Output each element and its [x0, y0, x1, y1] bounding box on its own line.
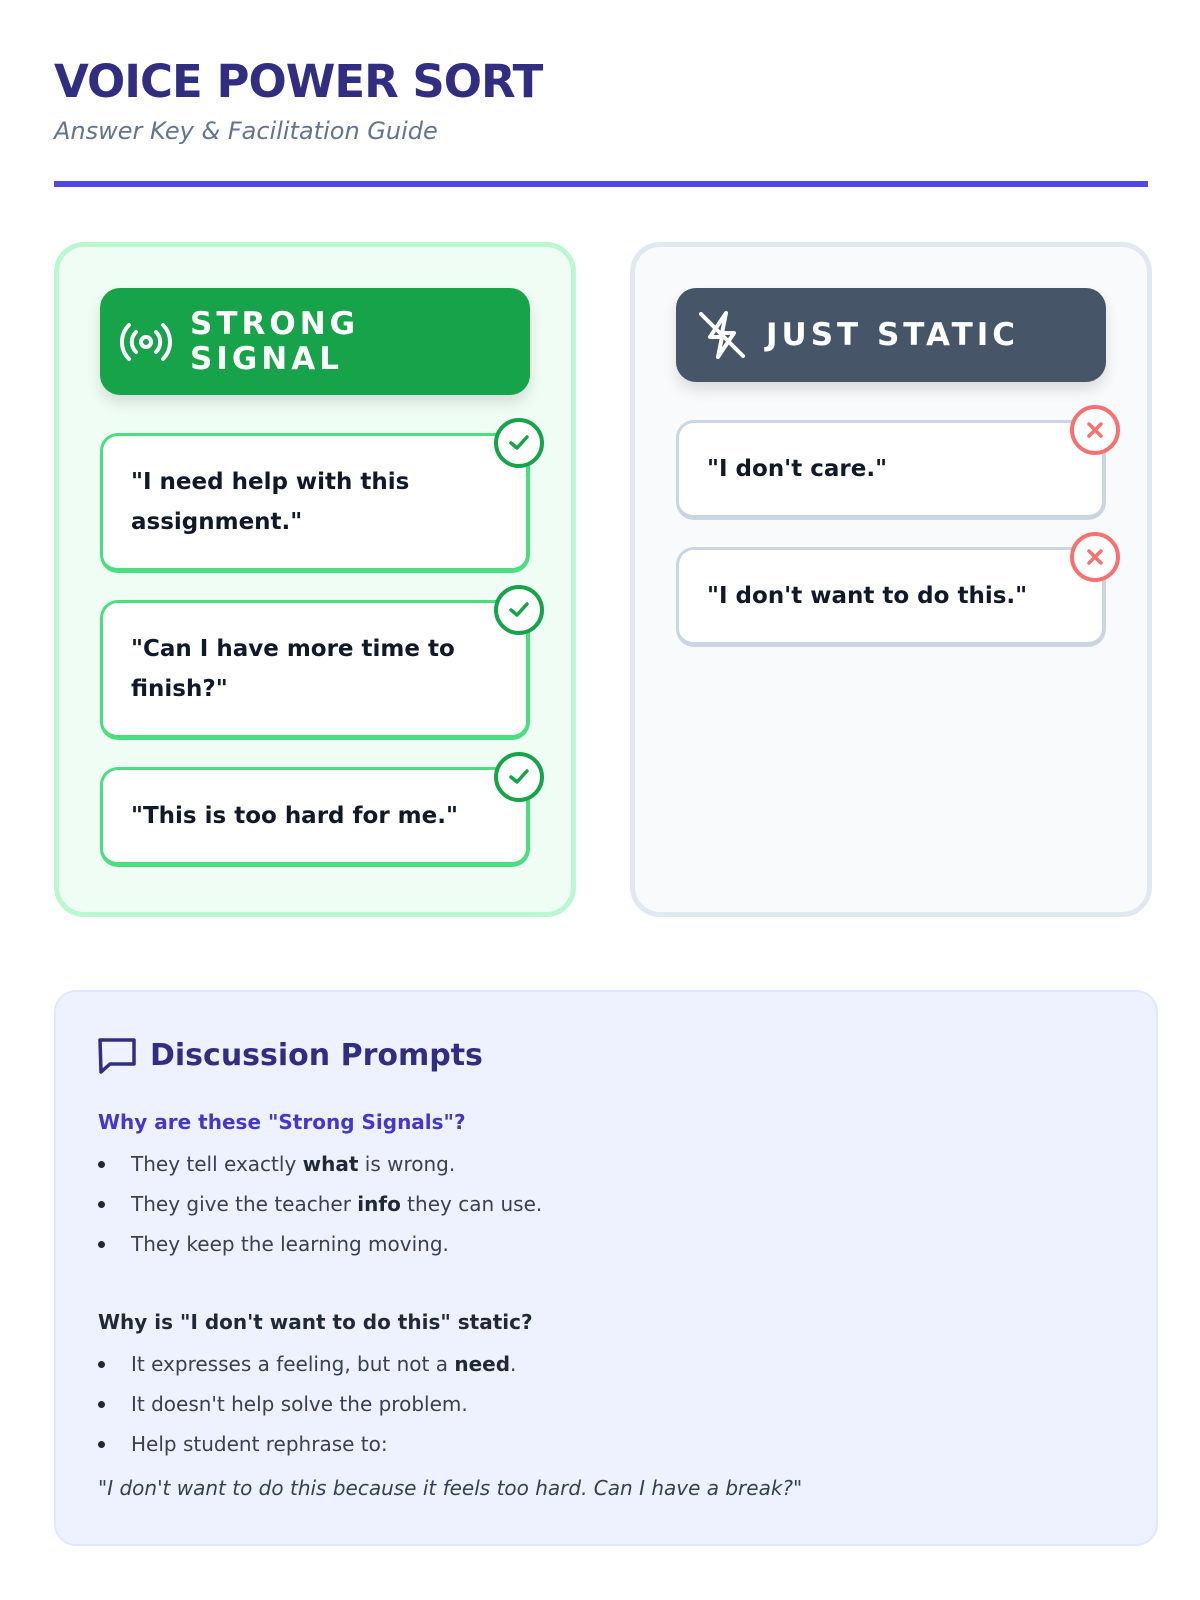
strong-card-text: "I need help with this assignment." — [131, 469, 410, 535]
x-circle-icon — [1070, 405, 1120, 455]
static-card-text: "I don't care." — [707, 456, 888, 482]
page-subtitle: Answer Key & Facilitation Guide — [54, 117, 438, 145]
strong-signal-reasons — [98, 1144, 542, 1264]
strong-signal-label: STRONG SIGNAL — [190, 305, 360, 377]
discussion-prompts-box — [54, 990, 1158, 1546]
list-item: They give the teacher info they can use. — [98, 1184, 542, 1224]
static-card — [676, 420, 1106, 520]
check-icon — [494, 752, 544, 802]
list-item: They tell exactly what is wrong. — [98, 1144, 542, 1184]
strong-signal-panel — [54, 242, 576, 917]
page-title: VOICE POWER SORT — [54, 55, 543, 108]
strong-card — [100, 600, 530, 740]
page-header — [54, 54, 1148, 146]
static-question: Why is "I don't want to do this" static? — [98, 1310, 533, 1334]
signal-off-icon — [694, 307, 750, 363]
discussion-title: Discussion Prompts — [150, 1037, 483, 1073]
static-reasons — [98, 1344, 516, 1464]
static-card — [676, 547, 1106, 647]
strong-card — [100, 433, 530, 573]
list-item: It doesn't help solve the problem. — [98, 1384, 516, 1424]
speech-bubble-icon — [96, 1034, 138, 1076]
header-divider — [54, 181, 1148, 187]
just-static-label: JUST STATIC — [766, 316, 1020, 353]
signal-broadcast-icon — [118, 314, 174, 370]
check-icon — [494, 585, 544, 635]
list-item: They keep the learning moving. — [98, 1224, 542, 1264]
list-item: Help student rephrase to: — [98, 1424, 516, 1464]
just-static-panel — [630, 242, 1152, 917]
strong-signal-question: Why are these "Strong Signals"? — [98, 1110, 466, 1134]
strong-card-text: "Can I have more time to finish?" — [131, 636, 455, 702]
static-card-text: "I don't want to do this." — [707, 583, 1028, 609]
strong-card-text: "This is too hard for me." — [131, 803, 458, 829]
strong-card — [100, 767, 530, 867]
x-circle-icon — [1070, 532, 1120, 582]
check-icon — [494, 418, 544, 468]
rephrase-example: "I don't want to do this because it feels too hard. Can I have a break?" — [98, 1476, 803, 1500]
just-static-badge — [676, 288, 1106, 382]
strong-signal-badge — [100, 288, 530, 395]
discussion-header — [96, 1034, 483, 1076]
list-item: It expresses a feeling, but not a need. — [98, 1344, 516, 1384]
